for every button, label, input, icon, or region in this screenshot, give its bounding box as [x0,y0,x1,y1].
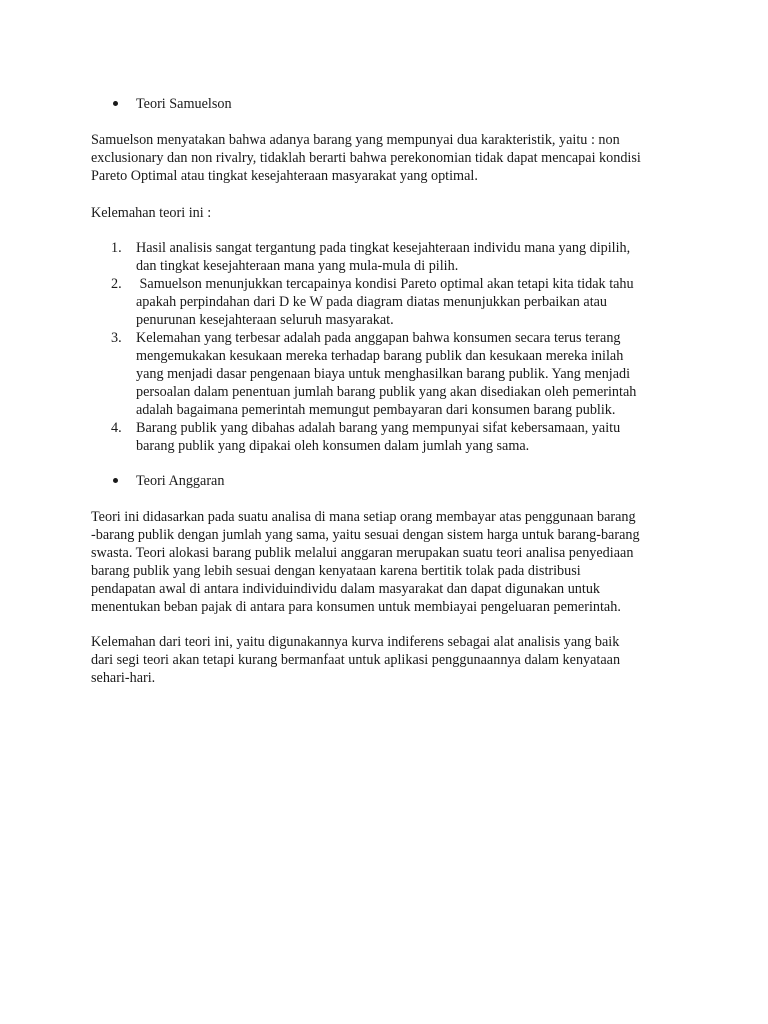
weakness-label: Kelemahan teori ini : [91,205,212,221]
text-line: pendapatan awal di antara individuindividu dalam masyarakat dan dapat digunakan untuk [91,581,601,597]
paragraph-anggaran [91,508,691,616]
list-number: 2. [111,276,122,292]
section-heading-anggaran: Teori Anggaran [136,473,225,489]
list-number: 3. [111,330,122,346]
bullet-icon [113,101,118,106]
text-line: adalah bagaimana pemerintah memungut pembayaran dari konsumen barang publik. [136,402,616,418]
paragraph-samuelson [91,131,691,185]
text-line: Teori ini didasarkan pada suatu analisa di mana setiap orang membayar atas penggunaan barang [91,509,636,525]
text-line: mengemukakan kesukaan mereka terhadap barang publik dan kesukaan mereka inilah [136,348,624,364]
text-line: dari segi teori akan tetapi kurang bermanfaat untuk aplikasi penggunaannya dalam kenyataan [91,652,621,668]
list-item [111,275,691,329]
list-number: 4. [111,420,122,436]
text-line: menentukan beban pajak di antara para konsumen untuk membiayai pengeluaran pemerintah. [91,599,621,615]
list-item [111,419,691,455]
text-line: Samuelson menyatakan bahwa adanya barang yang mempunyai dua karakteristik, yaitu : non [91,132,620,148]
section-heading-samuelson: Teori Samuelson [136,96,232,112]
text-line: Kelemahan dari teori ini, yaitu digunakannya kurva indiferens sebagai alat analisis yang baik [91,634,620,650]
text-line: Samuelson menunjukkan tercapainya kondisi Pareto optimal akan tetapi kita tidak tahu [136,276,634,292]
bullet-list-anggaran [113,472,224,490]
bullet-icon [113,478,118,483]
text-line: apakah perpindahan dari D ke W pada diagram diatas menunjukkan perbaikan atau [136,294,608,310]
text-line: barang publik yang lebih sesuai dengan kenyataan karena bertitik tolak pada distribusi [91,563,581,579]
bullet-item [113,95,232,113]
text-line: barang publik yang dipakai oleh konsumen dalam jumlah yang sama. [136,438,530,454]
weakness-list [111,239,691,455]
text-line: swasta. Teori alokasi barang publik melalui anggaran merupakan suatu teori analisa penyediaan [91,545,634,561]
text-line: penurunan kesejahteraan seluruh masyarakat. [136,312,394,328]
text-line: exclusionary dan non rivalry, tidaklah berarti bahwa perekonomian tidak dapat mencapai kondisi [91,150,641,166]
text-line: yang menjadi dasar pengenaan biaya untuk menghasilkan barang publik. Yang menjadi [136,366,631,382]
text-line: -barang publik dengan jumlah yang sama, yaitu sesuai dengan sistem harga untuk barang-barang [91,527,640,543]
paragraph-anggaran-weakness [91,633,691,687]
list-item [111,239,691,275]
bullet-list-samuelson [113,95,232,113]
text-line: Hasil analisis sangat tergantung pada tingkat kesejahteraan individu mana yang dipilih, [136,240,631,256]
text-line: dan tingkat kesejahteraan mana yang mula-mula di pilih. [136,258,459,274]
list-number: 1. [111,240,122,256]
text-line: Kelemahan yang terbesar adalah pada anggapan bahwa konsumen secara terus terang [136,330,621,346]
text-line: persoalan dalam penentuan jumlah barang publik yang akan disediakan oleh pemerintah [136,384,637,400]
text-line: sehari-hari. [91,670,156,686]
bullet-item [113,472,224,490]
text-line: Barang publik yang dibahas adalah barang yang mempunyai sifat kebersamaan, yaitu [136,420,621,436]
text-line: Pareto Optimal atau tingkat kesejahteraan masyarakat yang optimal. [91,168,478,184]
list-item [111,329,691,419]
